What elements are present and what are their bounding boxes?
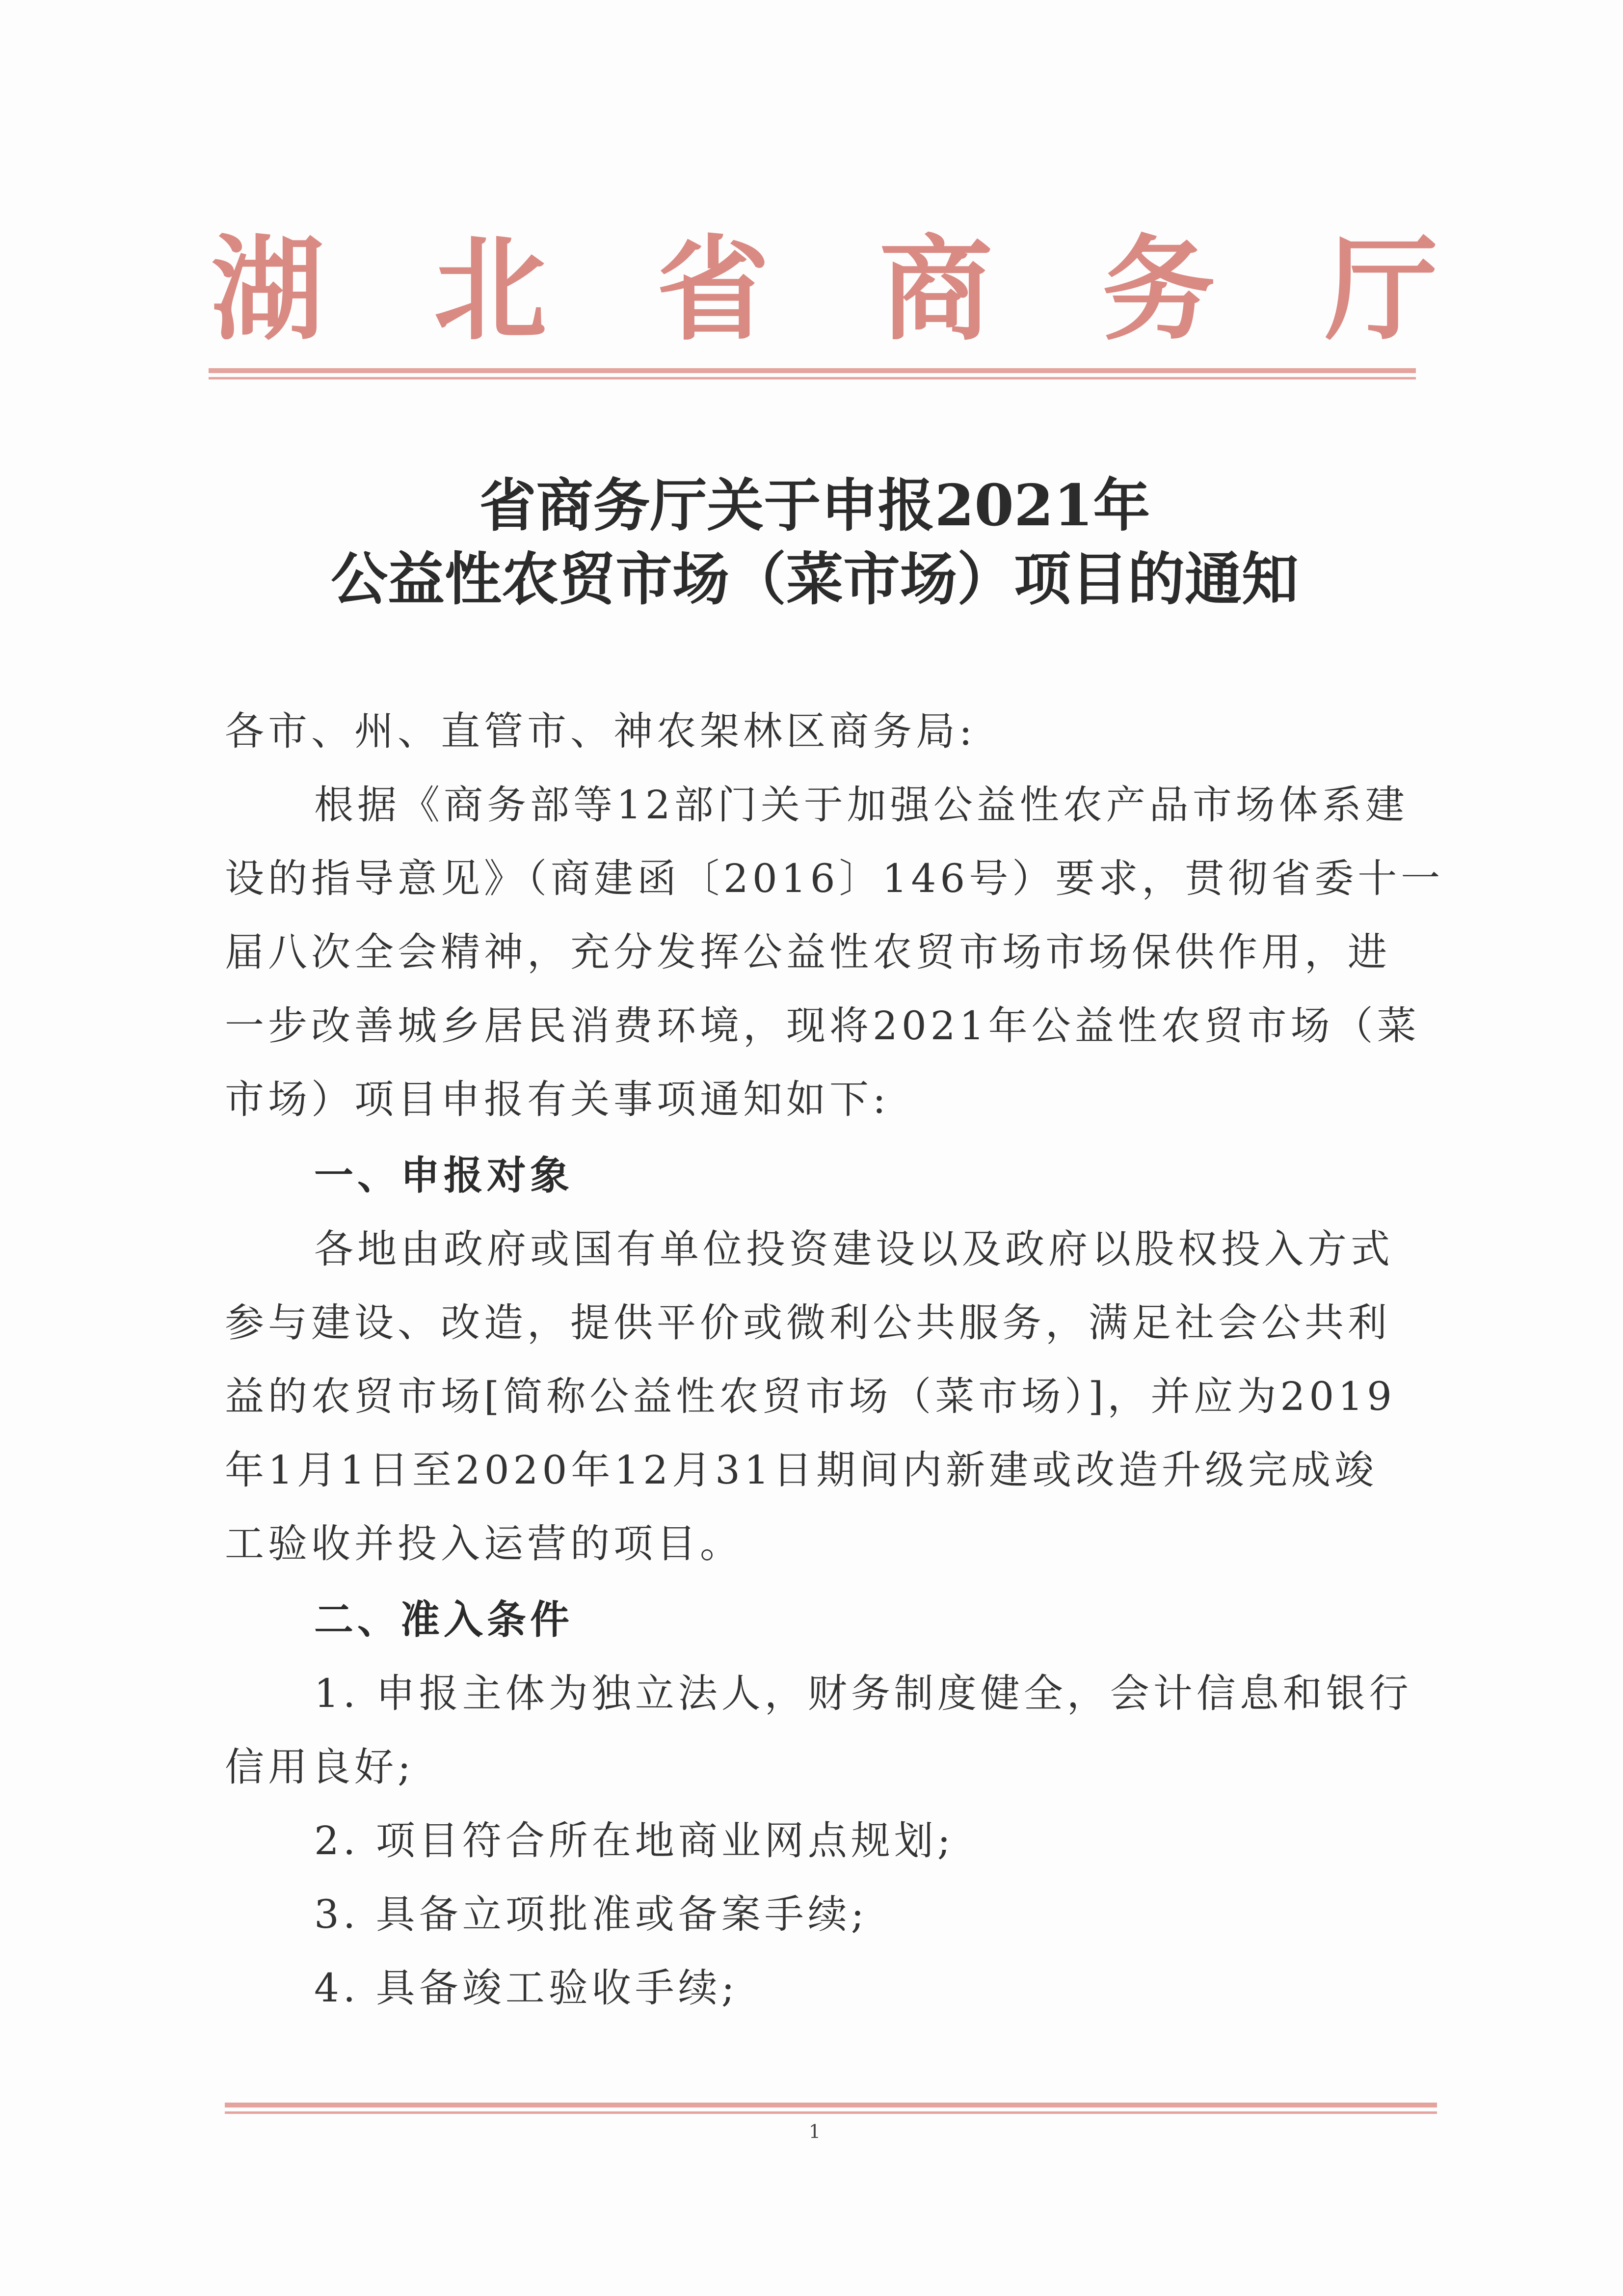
document-title-line-1: 省商务厅关于申报2021年 — [479, 472, 1150, 539]
org-char: 商 — [879, 223, 992, 356]
intro-line: 根据《商务部等12部门关于加强公益性农产品市场体系建 — [314, 782, 1409, 828]
intro-line: 设的指导意见》（商建函〔2016〕146号）要求，贯彻省委十一 — [225, 856, 1444, 901]
intro-line: 一步改善城乡居民消费环境，现将2021年公益性农贸市场（菜 — [225, 1003, 1420, 1049]
intro-line: 市场）项目申报有关事项通知如下: — [225, 1077, 890, 1122]
section1-line: 年1月1日至2020年12月31日期间内新建或改造升级完成竣 — [225, 1447, 1378, 1493]
section1-line: 工验收并投入运营的项目。 — [225, 1521, 743, 1567]
org-char: 北 — [433, 223, 547, 356]
condition-item-2: 2. 项目符合所在地商业网点规划; — [314, 1818, 955, 1864]
document-title-line-2: 公益性农贸市场（菜市场）项目的通知 — [331, 546, 1299, 613]
condition-item-3: 3. 具备立项批准或备案手续; — [314, 1891, 868, 1937]
page-number: 1 — [808, 2121, 821, 2142]
condition-item-4: 4. 具备竣工验收手续; — [314, 1965, 739, 2011]
condition-item-1-cont: 信用良好; — [225, 1744, 415, 1790]
org-char: 厅 — [1325, 223, 1438, 356]
section1-line: 参与建设、改造，提供平价或微利公共服务，满足社会公共利 — [225, 1300, 1391, 1346]
section-heading-2: 二、准入条件 — [314, 1597, 573, 1643]
salutation: 各市、州、直管市、神农架林区商务局: — [225, 708, 976, 754]
section1-line: 各地由政府或国有单位投资建设以及政府以股权投入方式 — [314, 1226, 1394, 1272]
org-char: 湖 — [211, 223, 324, 356]
condition-item-1: 1. 申报主体为独立法人，财务制度健全，会计信息和银行 — [314, 1671, 1412, 1716]
intro-line: 届八次全会精神，充分发挥公益性农贸市场市场保供作用，进 — [225, 929, 1391, 975]
section1-line: 益的农贸市场[简称公益性农贸市场（菜市场）]，并应为2019 — [225, 1374, 1396, 1419]
org-char: 省 — [656, 223, 770, 356]
section-heading-1: 一、申报对象 — [314, 1153, 573, 1198]
organization-title — [211, 206, 1438, 356]
org-char: 务 — [1102, 223, 1215, 356]
